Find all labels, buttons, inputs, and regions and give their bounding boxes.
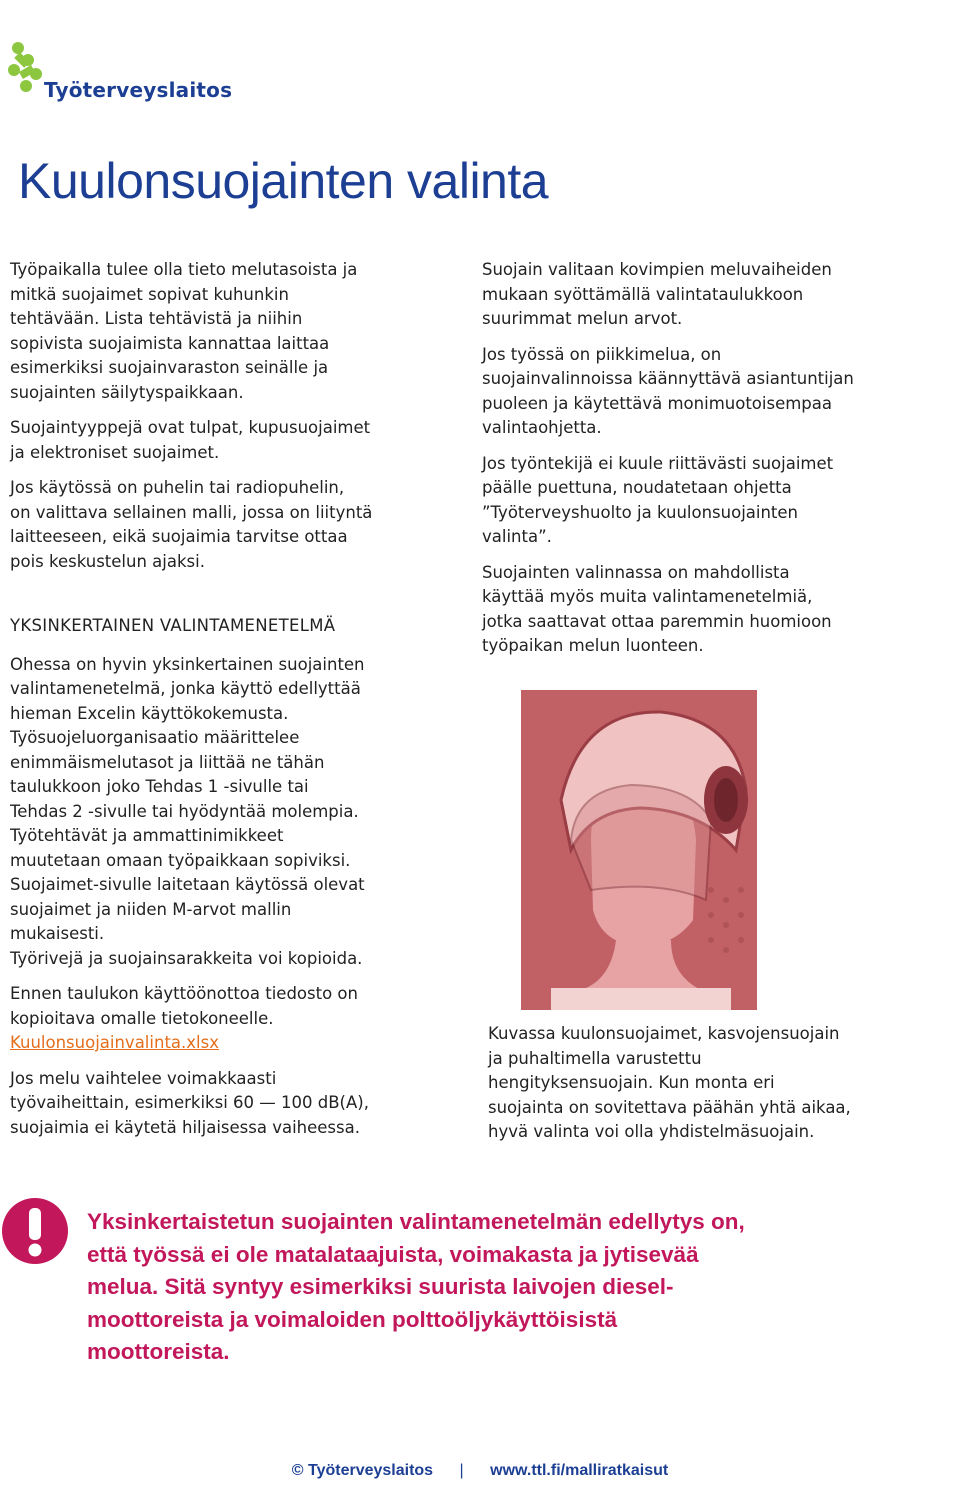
- download-link[interactable]: Kuulonsuojainvalinta.xlsx: [10, 1033, 219, 1052]
- section-heading: YKSINKERTAINEN VALINTAMENETELMÄ: [10, 616, 336, 635]
- exclamation-icon: [0, 1196, 70, 1266]
- paragraph: Jos käytössä on puhelin tai radiopuhelin, on valittava sellainen malli, jossa on liityntä laitteeseen, eikä suojaimia tarvitse ottaa pois keskustelun ajaksi.: [10, 478, 373, 571]
- footer-separator: |: [459, 1462, 464, 1479]
- paragraph: Jos työntekijä ei kuule riittävästi suojaimet päälle puettuna, noudatetaan ohjetta ”Työterveyshuolto ja kuulonsuojainten valinta”.: [482, 453, 834, 546]
- paragraph: Jos melu vaihtelee voimakkaasti työvaiheittain, esimerkiksi 60 — 100 dB(A), suojaimia ei käytetä hiljaisessa vaiheessa.: [10, 1068, 369, 1137]
- logo-text: Työterveyslaitos: [44, 78, 233, 102]
- paragraph: Suojainten valinnassa on mahdollista käyttää myös muita valintamenetelmiä, jotka saattavat ottaa paremmin huomioon työpaikan melun luonteen.: [482, 562, 832, 655]
- footer: [0, 1462, 960, 1480]
- protective-helmet-photo: [521, 690, 757, 1010]
- right-column: [482, 258, 902, 670]
- paragraph: Jos työssä on piikkimelua, on suojainvalinnoissa käännyttävä asiantuntijan puoleen ja käytettävä monimuotoisempaa valintaohjetta.: [482, 344, 854, 437]
- paragraph: Työpaikalla tulee olla tieto melutasoista ja mitkä suojaimet sopivat kuhunkin tehtävään. Lista tehtävistä ja niihin sopivista suojaimista kannattaa laittaa esimerkiksi suojainvaraston seinälle ja suojainten säilytyspaikkaan.: [10, 260, 358, 402]
- paragraph: Suojain valitaan kovimpien meluvaiheiden mukaan syöttämällä valintataulukkoon suurimmat melun arvot.: [482, 260, 832, 328]
- photo-caption: Kuvassa kuulonsuojaimet, kasvojensuojain ja puhaltimella varustettu hengityksensuojain. Kun monta eri suojainta on sovitettava päähän yhtä aikaa, hyvä valinta voi olla yhdistelmäsuojain.: [488, 1024, 851, 1141]
- paragraph: Ennen taulukon käyttöönottoa tiedosto on kopioitava omalle tietokoneelle.: [10, 984, 358, 1028]
- left-column: [10, 258, 410, 1151]
- footer-org: © Työterveyslaitos: [291, 1462, 434, 1479]
- footer-url[interactable]: www.ttl.fi/malliratkaisut: [490, 1462, 669, 1479]
- paragraph: Ohessa on hyvin yksinkertainen suojainten valintamenetelmä, jonka käyttö edellyttää hieman Excelin käyttökokemusta. Työsuojeluorganisaatio määrittelee enimmäismelutasot ja liittää ne tähän taulukkoon joko Tehdas 1 -sivulle tai Tehdas 2 -sivulle tai hyödyntää molempia. Työtehtävät ja ammattinimikkeet muutetaan omaan työpaikkaan sopiviksi. Suojaimet-sivulle laitetaan käytössä olevat suojaimet ja niiden M-arvot mallin mukaisesti. Työrivejä ja suojainsarakkeita voi kopioida.: [10, 654, 365, 968]
- alert-text: Yksinkertaistetun suojainten valintamenetelmän edellytys on, että työssä ei ole matalataajuista, voimakasta ja jytisevää melua. Sitä syntyy esimerkiksi suurista laivojen diesel- moottoreista ja voimaloiden polttoöljykäyttöisistä moottoreista.: [87, 1209, 745, 1364]
- page-title: Kuulonsuojainten valinta: [18, 153, 549, 209]
- paragraph: Suojaintyyppejä ovat tulpat, kupusuojaimet ja elektroniset suojaimet.: [10, 418, 371, 462]
